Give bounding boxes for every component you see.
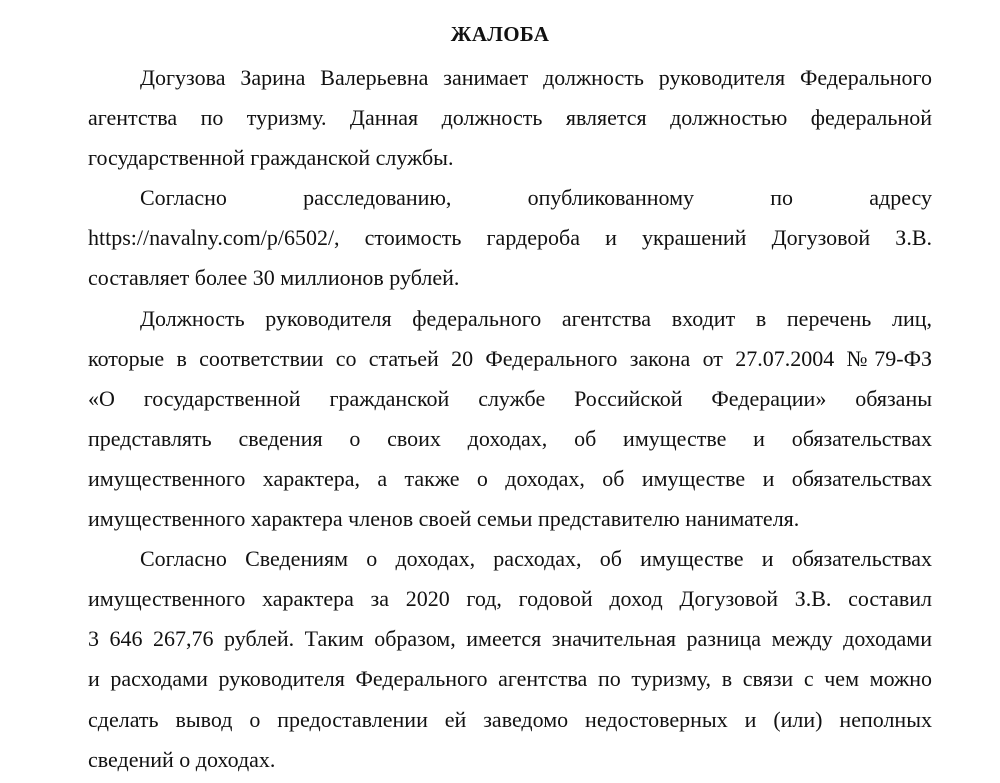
paragraph-line: Согласно Сведениям о доходах, расходах, об имуществе и обязательствах bbox=[140, 546, 932, 572]
paragraph-line: сведений о доходах. bbox=[88, 746, 276, 772]
paragraph-line: имущественного характера, а также о доходах, об имуществе и обязательствах bbox=[88, 465, 932, 491]
paragraph-line: сделать вывод о предоставлении ей заведомо недостоверных и (или) неполных bbox=[88, 706, 932, 732]
document-body bbox=[88, 60, 932, 782]
paragraph-line: Согласно расследованию, опубликованному по адресу bbox=[140, 185, 932, 211]
paragraph-line-with-url: https://navalny.com/p/6502/, стоимость гардероба и украшений Догузовой З.В. bbox=[88, 225, 932, 251]
paragraph-income-discrepancy bbox=[88, 541, 932, 782]
document-title: ЖАЛОБА bbox=[450, 22, 550, 46]
paragraph-line: государственной гражданской службы. bbox=[88, 145, 454, 171]
paragraph-legal-obligation bbox=[88, 301, 932, 542]
paragraph-line: составляет более 30 миллионов рублей. bbox=[88, 265, 460, 291]
paragraph-line: 3 646 267,76 рублей. Таким образом, имеется значительная разница между доходами bbox=[88, 626, 932, 652]
paragraph-line: представлять сведения о своих доходах, об имуществе и обязательствах bbox=[88, 425, 932, 451]
paragraph-line: имущественного характера членов своей семьи представителю нанимателя. bbox=[88, 506, 800, 532]
paragraph-line: Догузова Зарина Валерьевна занимает должность руководителя Федерального bbox=[140, 65, 932, 90]
paragraph-line: агентства по туризму. Данная должность является должностью федеральной bbox=[88, 105, 932, 131]
paragraph-line: «О государственной гражданской службе Российской Федерации» обязаны bbox=[88, 385, 932, 411]
paragraph-line: и расходами руководителя Федерального агентства по туризму, в связи с чем можно bbox=[88, 666, 932, 692]
paragraph-line: Должность руководителя федерального агентства входит в перечень лиц, bbox=[140, 305, 932, 331]
paragraph-line: имущественного характера за 2020 год, годовой доход Догузовой З.В. составил bbox=[88, 586, 932, 612]
paragraph-position bbox=[88, 60, 932, 180]
paragraph-investigation bbox=[88, 180, 932, 300]
paragraph-line: которые в соответствии со статьей 20 Федерального закона от 27.07.2004 №79-ФЗ bbox=[88, 345, 932, 371]
